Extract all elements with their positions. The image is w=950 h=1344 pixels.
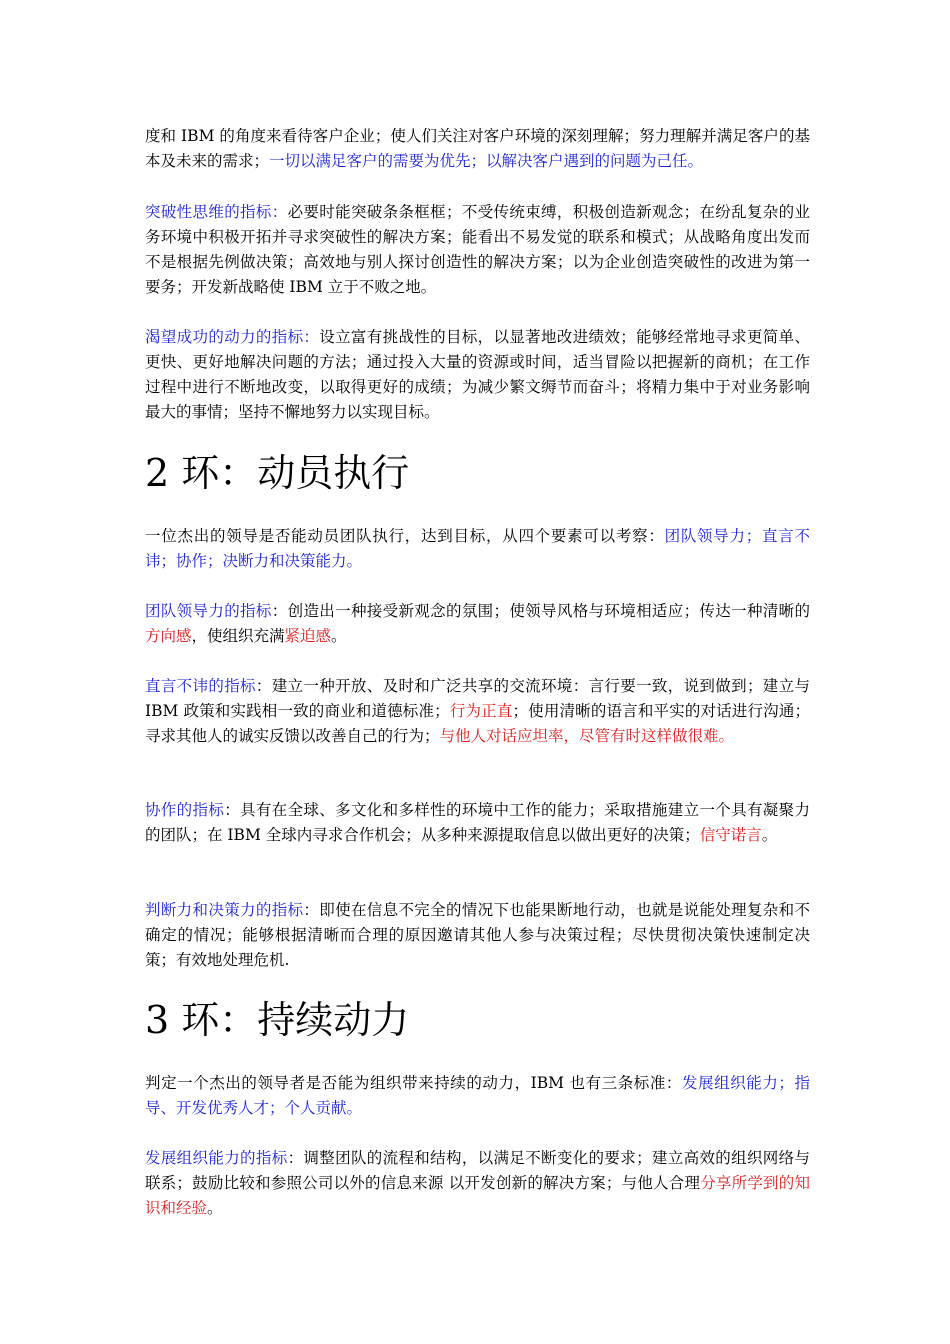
paragraph-breakthrough-thinking [145,200,810,300]
paragraph-mobilize-intro [145,524,810,574]
body-text: ：调整团队的流程和结构，以满足不断变化的要求；建立高效的组织网络与联系；鼓励比较和参照公司以外的信息来源 以开发创新的解决方案；与他人合理 [145,1149,810,1192]
highlight-text: 一切以满足客户的需要为优先；以解决客户遇到的问题为己任。 [269,152,704,170]
paragraph-customer-focus [145,124,810,174]
paragraph-organizational-capability [145,1146,810,1221]
body-text: 判定一个杰出的领导者是否能为组织带来持续的动力，IBM 也有三条标准： [145,1074,682,1092]
body-text: ：创造出一种接受新观念的氛围；使领导风格与环境相适应；传达一种清晰的 [271,602,810,620]
body-text: 设立富有挑战性的目标，以显著地改进绩效；能够经常地寻求更简单、更快、更好地解决问题的方法；通过投入大量的资源或时间，适当冒险以把握新的商机；在工作过程中进行不断地改变，以取得更好的成绩；为减少繁文缛节而奋斗；将精力集中于对业务影响最大的事情；坚持不懈地努力以实现目标。 [145,328,810,421]
highlight-text: 发展组织能力；指导、开发优秀人才；个人贡献。 [145,1074,810,1117]
paragraph-drive-to-achieve [145,325,810,425]
body-text: ，使组织充满 [191,627,285,645]
body-text: ：即使在信息不完全的情况下也能果断地行动，也就是说能处理复杂和不确定的情况；能够根据清晰而合理的原因邀请其他人参与决策过程；尽快贯彻决策快速制定决策；有效地处理危机. [145,901,810,969]
paragraph-sustain-intro [145,1071,810,1121]
body-text: ：建立一种开放、及时和广泛共享的交流环境：言行要一致，说到做到；建立与 IBM 政策和实践相一致的商业和道德标准； [145,677,810,720]
body-text: 一位杰出的领导是否能动员团队执行，达到目标，从四个要素可以考察： [145,527,665,545]
indicator-label: 协作的指标 [145,801,225,819]
body-text: 。 [331,627,347,645]
paragraph-team-leadership [145,599,810,649]
emphasis-text: 方向感 [145,627,192,645]
paragraph-straight-talk [145,674,810,749]
indicator-label: 团队领导力的指标 [145,602,272,620]
body-text: 。 [207,1199,223,1217]
highlight-text: 团队领导力；直言不讳；协作；决断力和决策能力。 [145,527,810,570]
indicator-label: 发展组织能力的指标 [145,1149,288,1167]
emphasis-text: 紧迫感 [284,627,332,645]
indicator-label: 突破性思维的指标： [145,203,288,221]
indicator-label: 判断力和决策力的指标 [145,901,304,919]
emphasis-text: 与他人对话应坦率，尽管有时这样做很难。 [439,727,735,745]
paragraph-teamwork [145,798,810,848]
indicator-label: 渴望成功的动力的指标： [145,328,320,346]
paragraph-decisiveness [145,898,810,973]
body-text: ；使用清晰的语言和平实的对话进行沟通；寻求其他人的诚实反馈以改善自己的行为； [145,702,810,745]
emphasis-text: 信守诺言 [699,826,762,844]
body-text: ：具有在全球、多文化和多样性的环境中工作的能力；采取措施建立一个具有凝聚力的团队；在 IBM 全球内寻求合作机会；从多种来源提取信息以做出更好的决策； [145,801,810,844]
body-text: 度和 IBM 的角度来看待客户企业；使人们关注对客户环境的深刻理解；努力理解并满足客户的基本及未来的需求； [145,127,810,170]
emphasis-text: 分享所学到的知识和经验 [145,1174,810,1217]
indicator-label: 直言不讳的指标 [145,677,256,695]
emphasis-text: 行为正直 [449,702,513,720]
section-heading-mobilize-execution: 2 环：动员执行 [145,451,410,495]
body-text: 必要时能突破条条框框；不受传统束缚，积极创造新观念；在纷乱复杂的业务环境中积极开拓并寻求突破性的解决方案；能看出不易发觉的联系和模式；从战略角度出发而不是根据先例做决策；高效地与别人探讨创造性的解决方案；以为企业创造突破性的改进为第一要务；开发新战略使 IBM 立于不败之地。 [145,203,810,296]
section-heading-sustain-momentum: 3 环：持续动力 [145,998,410,1042]
body-text: 。 [761,826,778,844]
